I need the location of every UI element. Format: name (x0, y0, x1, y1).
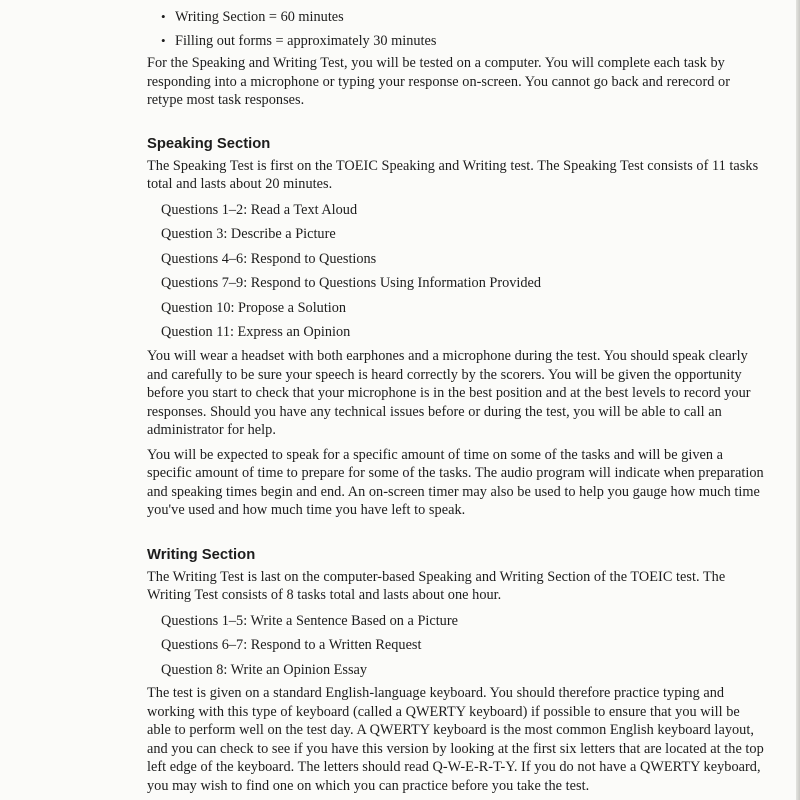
bullet-item (161, 5, 767, 29)
bullet-dot-icon: • (161, 9, 166, 24)
speaking-question-list (161, 198, 767, 346)
speaking-headset-paragraph: You will wear a headset with both earphones and a microphone during the test. You should speak clearly and carefully to be sure your speech is heard correctly by the scorers. You will be given the opportunity before you start to check that your microphone is in the best position and at the best levels to record your responses. Should you have any technical issues before or during the test, you will be able to call an administrator for help. (147, 348, 751, 439)
bullet-text: Filling out forms = approximately 30 minutes (175, 33, 437, 49)
bullet-item (161, 29, 767, 53)
writing-section-heading: Writing Section (147, 546, 256, 563)
question-item: Questions 4–6: Respond to Questions (161, 250, 377, 267)
writing-question-list (161, 609, 767, 683)
speaking-intro-paragraph: The Speaking Test is first on the TOEIC Speaking and Writing test. The Speaking Test consists of 11 tasks total and lasts about 20 minutes. (147, 157, 759, 192)
page-content (147, 5, 767, 795)
intro-paragraph: For the Speaking and Writing Test, you will be tested on a computer. You will complete each task by responding into a microphone or typing your response on-screen. You cannot go back and rerecord or retype most task responses. (147, 55, 731, 108)
question-item: Question 11: Express an Opinion (161, 324, 351, 341)
speaking-timing-paragraph: You will be expected to speak for a specific amount of time on some of the tasks and will be given a specific amount of time to prepare for some of the tasks. The audio program will indicate when preparation and speaking times begin and end. An on-screen timer may also be used to help you gauge how much time you've used and how much time you have left to speak. (147, 446, 764, 519)
writing-keyboard-paragraph: The test is given on a standard English-language keyboard. You should therefore practice typing and working with this type of keyboard (called a QWERTY keyboard) if possible to ensure that you will be able to perform well on the test day. A QWERTY keyboard is the most common English keyboard layout, and you can check to see if you have this version by looking at the first six letters that are located at the top left edge of the keyboard. The letters should read Q-W-E-R-T-Y. If you do not have a QWERTY keyboard, you may wish to find one on which you can practice before you take the test. (147, 685, 764, 794)
time-bullet-list (161, 5, 767, 53)
question-item: Questions 6–7: Respond to a Written Request (161, 637, 422, 654)
question-item: Questions 1–2: Read a Text Aloud (161, 201, 358, 218)
question-item: Questions 7–9: Respond to Questions Using Information Provided (161, 275, 542, 292)
writing-intro-paragraph: The Writing Test is last on the computer-based Speaking and Writing Section of the TOEIC test. The Writing Test consists of 8 tasks total and lasts about one hour. (147, 568, 726, 604)
question-item: Question 3: Describe a Picture (161, 226, 336, 243)
question-item: Question 10: Propose a Solution (161, 299, 347, 316)
bullet-text: Writing Section = 60 minutes (175, 9, 344, 25)
question-item: Question 8: Write an Opinion Essay (161, 661, 368, 678)
question-item: Questions 1–5: Write a Sentence Based on a Picture (161, 612, 458, 629)
speaking-section-heading: Speaking Section (147, 135, 271, 152)
page-edge-shadow (796, 0, 800, 800)
bullet-dot-icon: • (161, 33, 166, 48)
